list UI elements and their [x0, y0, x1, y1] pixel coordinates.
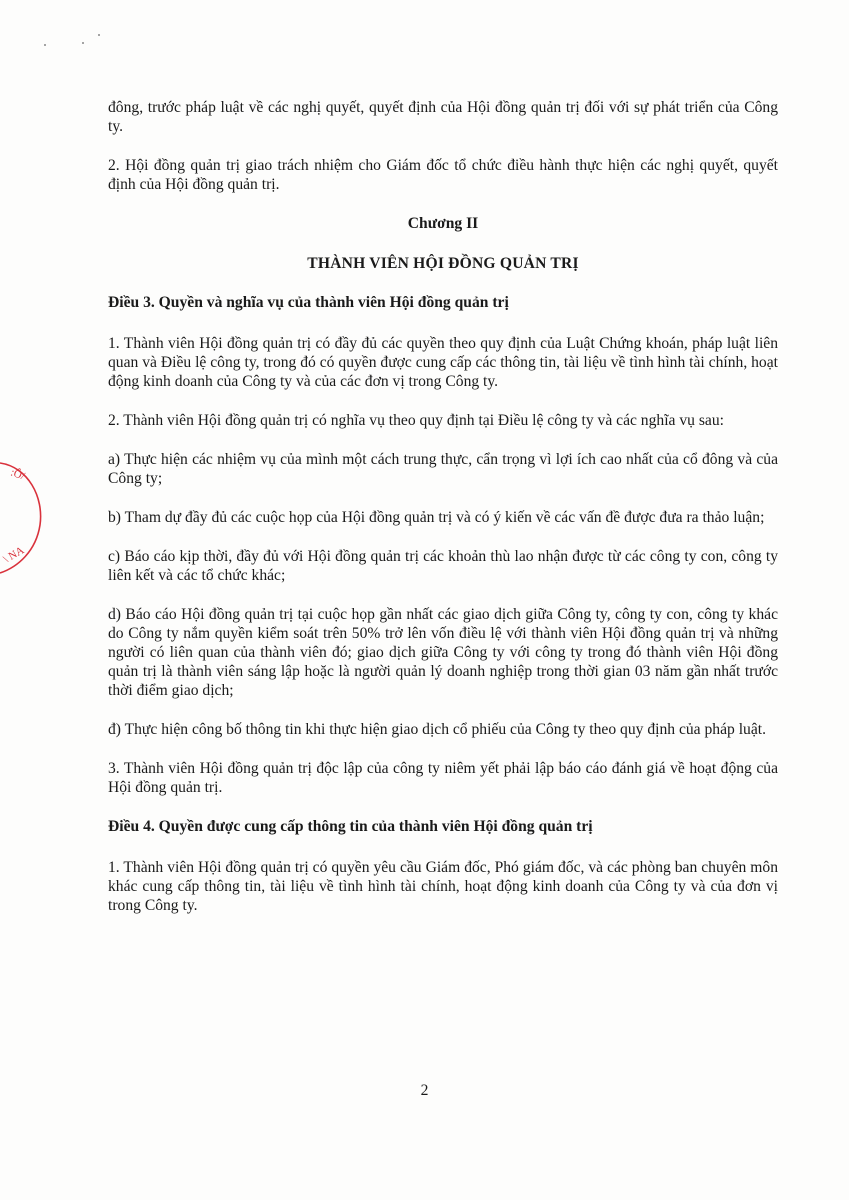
page-number: 2 [420, 1082, 429, 1099]
list-item: b) Tham dự đầy đủ các cuộc họp của Hội đồng quản trị và có ý kiến về các vấn đề được đưa ra thảo luận; [108, 509, 765, 526]
scan-speck [82, 42, 84, 44]
list-item: đ) Thực hiện công bố thông tin khi thực hiện giao dịch cổ phiếu của Công ty theo quy định của pháp luật. [108, 721, 766, 738]
chapter-title: THÀNH VIÊN HỘI ĐỒNG QUẢN TRỊ [307, 255, 579, 272]
svg-text::Ô/: :Ô/ [8, 466, 27, 483]
list-item: a) Thực hiện các nhiệm vụ của mình một cách trung thực, cẩn trọng vì lợi ích cao nhất của cổ đông và của Công ty; [108, 451, 778, 487]
paragraph: 3. Thành viên Hội đồng quản trị độc lập của công ty niêm yết phải lập báo cáo đánh giá về hoạt động của Hội đồng quản trị. [108, 760, 778, 796]
scan-speck [44, 44, 46, 46]
scan-speck [98, 34, 100, 36]
paragraph: 2. Hội đồng quản trị giao trách nhiệm cho Giám đốc tổ chức điều hành thực hiện các nghị quyết, quyết định của Hội đồng quản trị. [108, 157, 778, 193]
red-seal-fragment-icon [0, 445, 60, 585]
list-item: c) Báo cáo kịp thời, đầy đủ với Hội đồng quản trị các khoản thù lao nhận được từ các công ty con, công ty liên kết và các tổ chức khác; [108, 548, 778, 584]
paragraph: 1. Thành viên Hội đồng quản trị có đầy đủ các quyền theo quy định của Luật Chứng khoán, pháp luật liên quan và Điều lệ công ty, trong đó có quyền được cung cấp các thông tin, tài liệu về tình hình tài chính, hoạt động kinh doanh của Công ty và của các đơn vị trong Công ty. [108, 335, 778, 390]
paragraph: đông, trước pháp luật về các nghị quyết, quyết định của Hội đồng quản trị đối với sự phát triển của Công ty. [108, 99, 778, 135]
article-3-heading: Điều 3. Quyền và nghĩa vụ của thành viên Hội đồng quản trị [108, 294, 509, 311]
list-item: d) Báo cáo Hội đồng quản trị tại cuộc họp gần nhất các giao dịch giữa Công ty, công ty con, công ty khác do Công ty nắm quyền kiểm soát trên 50% trở lên vốn điều lệ với thành viên Hội đồng quản trị và những người có liên quan của thành viên đó; giao dịch giữa Công ty với công ty trong đó thành viên Hội đồng quản trị là thành viên sáng lập hoặc là người quản lý doanh nghiệp trong thời gian 03 năm gần nhất trước thời điểm giao dịch; [108, 606, 778, 699]
document-body [108, 98, 778, 935]
article-4-heading: Điều 4. Quyền được cung cấp thông tin của thành viên Hội đồng quản trị [108, 818, 593, 835]
svg-text:\ NA: \ NA [1, 544, 27, 566]
chapter-heading: Chương II [407, 215, 479, 232]
paragraph: 1. Thành viên Hội đồng quản trị có quyền yêu cầu Giám đốc, Phó giám đốc, và các phòng ban chuyên môn khác cung cấp thông tin, tài liệu về tình hình tài chính, hoạt động kinh doanh của Công ty và của đơn vị trong Công ty. [108, 859, 778, 914]
paragraph: 2. Thành viên Hội đồng quản trị có nghĩa vụ theo quy định tại Điều lệ công ty và các nghĩa vụ sau: [108, 412, 724, 429]
